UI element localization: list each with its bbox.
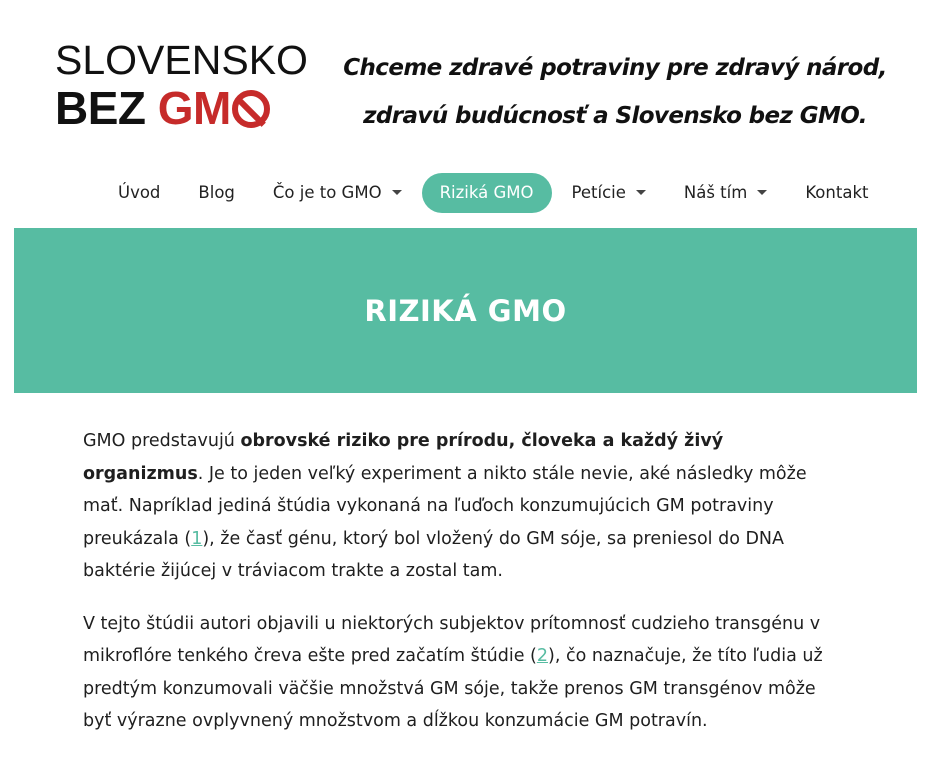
nav-item-kontakt[interactable] (787, 173, 886, 213)
nav-item-co-je-to-gmo[interactable] (255, 173, 420, 213)
main-navigation (100, 172, 888, 214)
reference-link-1[interactable]: 1 (191, 528, 203, 549)
paragraph-1 (83, 425, 843, 588)
nav-item-label: Petície (571, 183, 626, 202)
nav-item-blog[interactable] (180, 173, 252, 213)
p1-emphasis: obrovské riziko pre prírodu, človeka a každý živý organizmus (83, 431, 724, 484)
logo-bez: BEZ (55, 82, 158, 134)
p2-text-b: ), čo naznačuje, že títo ľudia už predtým konzumovali väčšie množstvá GM sóje, takže prenos GM transgénov môže byť výrazne ovplyvnený množstvom a dĺžkou konzumácie GM potravín. (83, 646, 823, 731)
logo-line-1: SLOVENSKO (55, 37, 308, 83)
site-tagline: Chceme zdravé potraviny pre zdravý národ, zdravú budúcnosť a Slovensko bez GMO. (343, 55, 887, 129)
p1-text-c: . Je to jeden veľký experiment a nikto stále nevie, aké následky môže mať. Napríklad jediná štúdia vykonaná na ľuďoch konzumujúcich GM potraviny preukázala ( (83, 463, 807, 549)
reference-link-2[interactable]: 2 (536, 646, 548, 666)
nav-item-nas-tim[interactable] (666, 173, 785, 213)
nav-item-label: Náš tím (683, 183, 748, 202)
page-title: RIZIKÁ GMO (364, 293, 567, 328)
chevron-down-icon (392, 190, 402, 195)
no-sign-icon (232, 90, 270, 128)
p1-text-a: GMO predstavujú (83, 431, 241, 451)
nav-item-peticie[interactable] (554, 173, 664, 213)
nav-item-label: Riziká GMO (439, 183, 534, 202)
chevron-down-icon (757, 190, 767, 195)
site-logo[interactable] (55, 37, 315, 136)
p1-text-d: ), že časť génu, ktorý bol vložený do GM sóje, sa preniesol do DNA baktérie žijúcej v tráviacom trakte a zostal tam. (83, 528, 784, 581)
logo-line-2 (55, 82, 315, 134)
page-banner (14, 228, 917, 393)
nav-item-label: Kontakt (805, 183, 869, 202)
nav-item-label: Blog (198, 183, 235, 202)
logo-gm: GM (157, 82, 231, 134)
nav-item-label: Úvod (118, 183, 161, 202)
paragraph-2 (83, 608, 843, 738)
article-content (83, 425, 843, 758)
nav-item-rizika-gmo[interactable] (422, 173, 552, 213)
chevron-down-icon (636, 190, 646, 195)
p2-text-a: V tejto štúdii autori objavili u niektorých subjektov prítomnosť cudzieho transgénu v mikroflóre tenkého čreva ešte pred začatím štúdie ( (83, 613, 821, 666)
nav-item-label: Čo je to GMO (272, 183, 382, 202)
nav-item-uvod[interactable] (100, 173, 178, 213)
